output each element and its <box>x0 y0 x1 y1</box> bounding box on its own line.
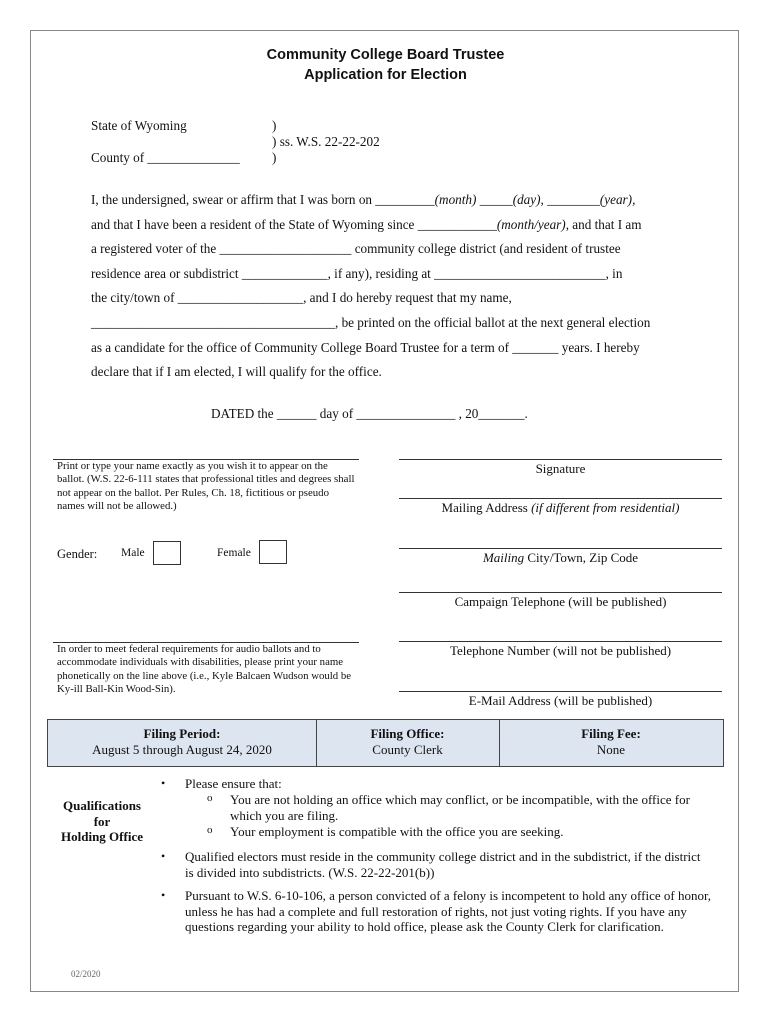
qualification-ensure: Please ensure that: <box>185 776 282 791</box>
birth-month-field[interactable]: I, the undersigned, swear or affirm that I was born on _________ <box>91 192 435 207</box>
qualification-felony: Pursuant to W.S. 6-10-106, a person convicted of a felony is incompetent to hold any office of honor, unless he has had a complete and full restoration of rights, not just voting rights. If you have any questions regarding your ability to hold office, please ask the County Clerk for clarification. <box>185 888 711 934</box>
day-label: (day), <box>512 192 544 207</box>
circle-bullet-icon: o <box>207 792 213 804</box>
birth-year-field[interactable]: ________ <box>543 192 600 207</box>
mailing-address-label: Mailing Address (if different from residential) <box>441 500 680 515</box>
dated-line[interactable]: DATED the ______ day of _______________ , 20_______. <box>211 406 528 421</box>
filing-period-value: August 5 through August 24, 2020 <box>92 742 272 757</box>
filing-fee-label: Filing Fee: <box>581 726 641 741</box>
form-page <box>30 30 739 992</box>
form-revision-date: 02/2020 <box>71 969 101 979</box>
female-label: Female <box>217 547 251 559</box>
month-label: (month) <box>434 192 477 207</box>
phone-line[interactable] <box>399 641 722 642</box>
bullet-icon: • <box>161 776 166 790</box>
bullet-icon: • <box>161 849 166 863</box>
oath-line-7[interactable]: as a candidate for the office of Community College Board Trustee for a term of _______ years. I hereby <box>91 340 640 355</box>
county-field[interactable]: County of ______________ <box>91 150 240 165</box>
email-line[interactable] <box>399 691 722 692</box>
oath-line-3[interactable]: a registered voter of the ____________________ community college district (and resident of trustee <box>91 241 621 256</box>
qualification-employment: Your employment is compatible with the office you are seeking. <box>230 824 564 839</box>
filing-period-label: Filing Period: <box>143 726 221 741</box>
mailing-address-line[interactable] <box>399 498 722 499</box>
qualifications-heading: Qualifications for Holding Office <box>61 798 143 844</box>
filing-fee-value: None <box>596 742 626 757</box>
email-label: E-Mail Address (will be published) <box>468 693 653 708</box>
form-title-line2: Application for Election <box>304 67 467 83</box>
city-zip-label: Mailing City/Town, Zip Code <box>482 550 639 565</box>
oath-text: , and that I am <box>565 217 642 232</box>
gender-label: Gender: <box>57 547 98 561</box>
city-zip-line[interactable] <box>399 548 722 549</box>
birth-day-field[interactable]: _____ <box>476 192 513 207</box>
month-year-label: (month/year) <box>496 217 566 232</box>
signature-line[interactable] <box>399 459 722 460</box>
circle-bullet-icon: o <box>207 824 213 836</box>
qualification-conflict: You are not holding an office which may conflict, or be incompatible, with the office for which you are filing. <box>230 792 690 823</box>
filing-info-table <box>47 719 724 767</box>
filing-office-label: Filing Office: <box>370 726 445 741</box>
venue-paren-bottom: ) <box>272 150 277 165</box>
bullet-icon: • <box>161 888 166 902</box>
qualification-residency: Qualified electors must reside in the community college district and in the subdistrict, if the district is divided into subdistricts. (W.S. 22-22-201(b)) <box>185 849 701 880</box>
oath-line-6[interactable]: _____________________________________, be printed on the official ballot at the next general election <box>91 315 651 330</box>
campaign-phone-line[interactable] <box>399 592 722 593</box>
residency-since-field[interactable]: and that I have been a resident of the State of Wyoming since ____________ <box>91 217 497 232</box>
male-checkbox[interactable] <box>153 541 181 565</box>
signature-label: Signature <box>535 461 586 476</box>
state-label: State of Wyoming <box>91 118 187 133</box>
filing-office-cell <box>316 720 499 766</box>
year-label: (year), <box>599 192 636 207</box>
oath-line-2 <box>91 217 642 233</box>
male-label: Male <box>121 547 145 559</box>
female-checkbox[interactable] <box>259 540 287 564</box>
oath-line-8: declare that if I am elected, I will qualify for the office. <box>91 364 382 379</box>
venue-statute: ) ss. W.S. 22-22-202 <box>272 134 380 149</box>
oath-line-1 <box>91 192 635 208</box>
oath-line-5[interactable]: the city/town of ___________________, and I do hereby request that my name, <box>91 290 512 305</box>
campaign-phone-label: Campaign Telephone (will be published) <box>454 594 667 609</box>
venue-paren-top: ) <box>272 118 277 133</box>
filing-office-value: County Clerk <box>372 742 443 757</box>
name-instructions: Print or type your name exactly as you wish it to appear on the ballot. (W.S. 22-6-111 states that professional titles and degrees shall not appear on the ballot. Per Rules, Ch. 18, fictitious or pseudo names will not be allowed.) <box>57 460 355 512</box>
filing-period-cell <box>48 720 316 766</box>
form-title-line1: Community College Board Trustee <box>266 47 505 63</box>
filing-fee-cell <box>499 720 723 766</box>
phone-label: Telephone Number (will not be published) <box>449 643 672 658</box>
phonetic-instructions: In order to meet federal requirements for audio ballots and to accommodate individuals with disabilities, please print your name phonetically on the line above (i.e., Kyle Balcaen Wudson would be Ky-ill Ball-Kin Wood-Sin). <box>57 643 352 695</box>
oath-line-4[interactable]: residence area or subdistrict _____________, if any), residing at __________________________, in <box>91 266 623 281</box>
